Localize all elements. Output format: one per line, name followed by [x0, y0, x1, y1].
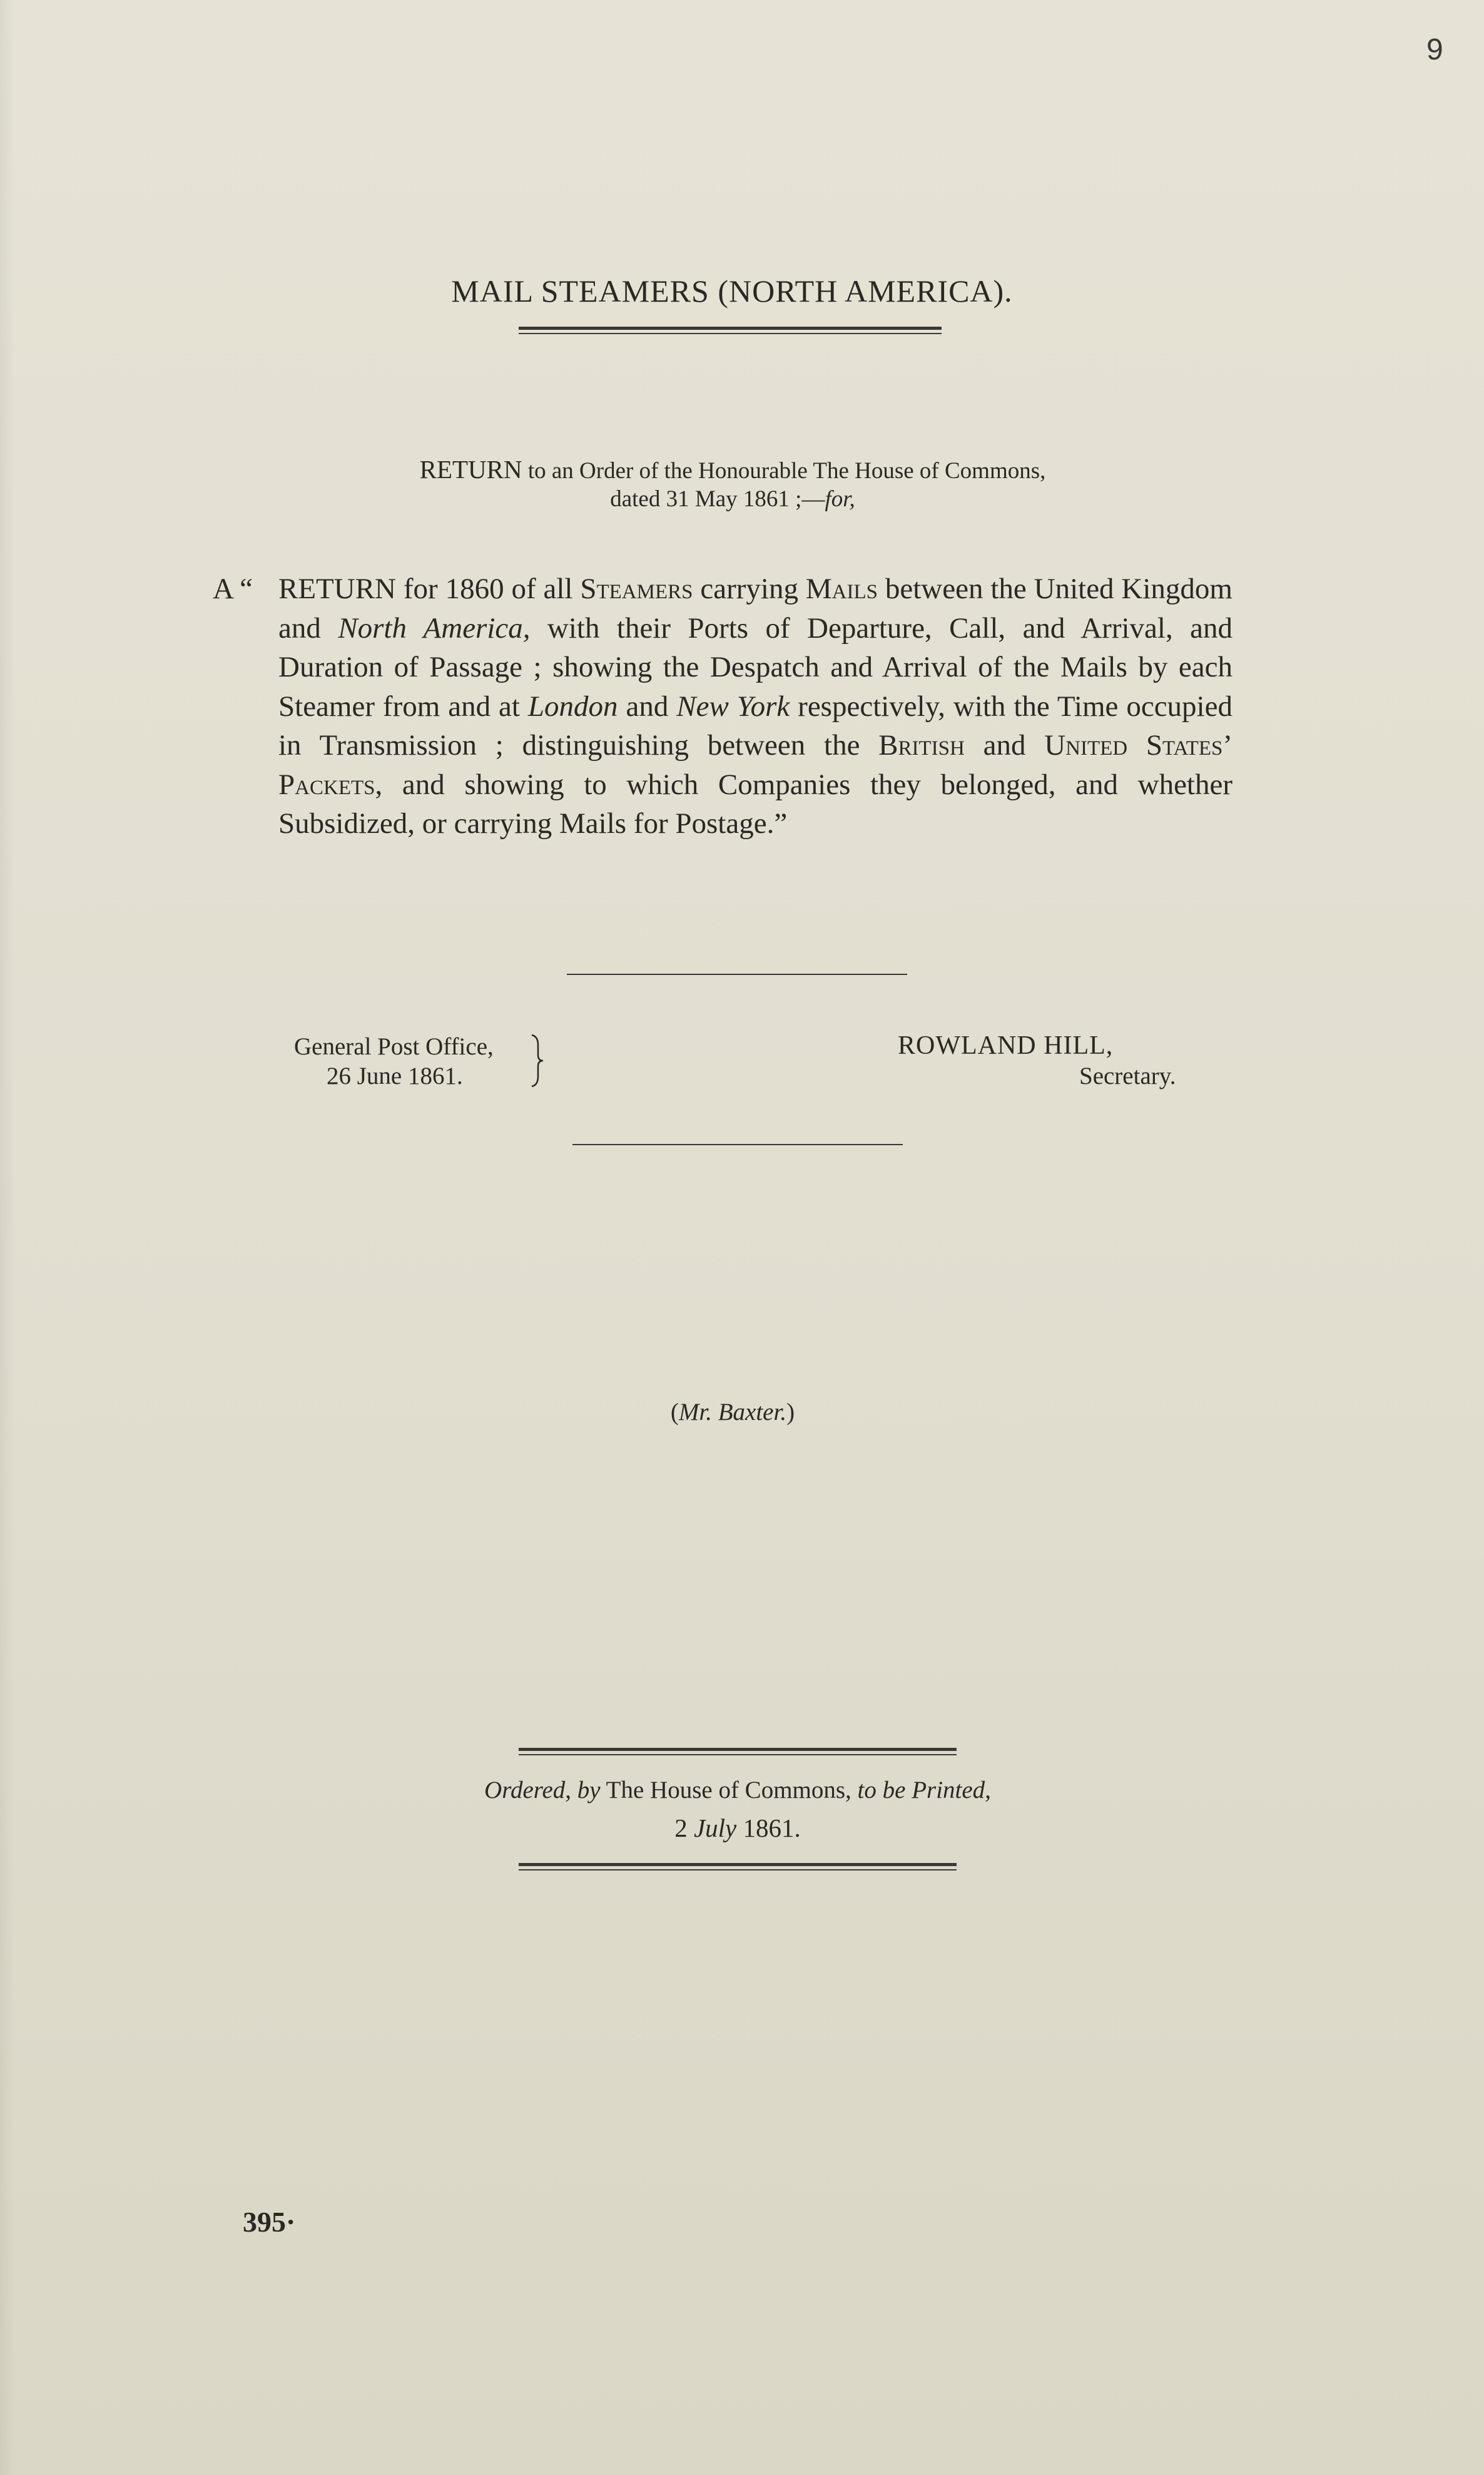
body-marker: A “	[213, 573, 253, 605]
signatory-name: ROWLAND HILL,	[898, 1031, 1114, 1060]
body-italic-new-york: New York	[676, 690, 790, 723]
return-request-paragraph	[278, 569, 1232, 844]
body-text-2: carrying	[693, 573, 806, 605]
page-number: 9	[1426, 33, 1443, 66]
return-order-line1	[0, 454, 1465, 484]
body-text-8: and showing to which Companies they belonged, and whether Subsidized, or carrying Mails for Postage.”	[278, 768, 1232, 840]
body-text-1: RETURN for 1860 of all	[278, 573, 581, 605]
return-order-for: for,	[825, 486, 855, 512]
mover-name	[0, 1398, 1465, 1426]
ordered-italic-1: Ordered, by	[484, 1777, 601, 1804]
ordered-year: 1861.	[736, 1814, 801, 1842]
body-text-6: respectively, with the Time occupied in Transmission ; distinguishing between the	[278, 690, 1232, 762]
sender-office: General Post Office,	[294, 1033, 494, 1060]
ordered-day: 2	[674, 1814, 694, 1842]
body-text-5: and	[617, 690, 677, 723]
signatory-title: Secretary.	[1079, 1063, 1176, 1090]
ordered-italic-2: to be Printed,	[857, 1777, 991, 1804]
section-rule	[567, 974, 907, 975]
ordered-statement	[0, 1776, 1475, 1804]
body-italic-north-america: North America,	[338, 611, 531, 645]
ordered-text: The House of Commons,	[600, 1777, 858, 1804]
sender-date: 26 June 1861.	[327, 1063, 463, 1090]
mover-close-paren: )	[786, 1399, 795, 1426]
body-text-4: with their Ports of Departure, Call, and Arrival, and Duration of Passage ; showing the Despatch and Arrival of the Mails by each Steamer from and at	[278, 611, 1232, 723]
section-rule	[572, 1144, 903, 1145]
body-smallcaps-mails: Mails	[805, 573, 878, 605]
title-rule	[519, 327, 942, 330]
body-text-3: between the United Kingdom and	[278, 573, 1232, 645]
mover-open-paren: (	[670, 1399, 679, 1426]
ordered-date	[0, 1813, 1475, 1843]
folio-number: 395·	[243, 2206, 296, 2238]
body-smallcaps-us-packets: United States’ Packets,	[278, 729, 1232, 801]
ordered-month: July	[693, 1814, 737, 1842]
return-order-text: to an Order of the Honourable The House of Commons,	[522, 458, 1046, 484]
mover-italic-name: Mr. Baxter.	[678, 1399, 787, 1426]
return-lead: RETURN	[419, 455, 522, 484]
ordered-rule-bottom	[519, 1863, 957, 1866]
document-title: MAIL STEAMERS (NORTH AMERICA).	[451, 273, 1013, 309]
return-order-date: dated 31 May 1861 ;—	[610, 486, 825, 512]
ordered-rule-top	[519, 1748, 957, 1751]
body-text-7: and	[964, 729, 1045, 762]
body-italic-london: London	[527, 690, 618, 723]
return-order-line2	[0, 486, 1465, 513]
body-smallcaps-british: British	[878, 729, 965, 762]
body-smallcaps-steamers: Steamers	[580, 573, 693, 605]
brace-icon	[529, 1033, 544, 1089]
